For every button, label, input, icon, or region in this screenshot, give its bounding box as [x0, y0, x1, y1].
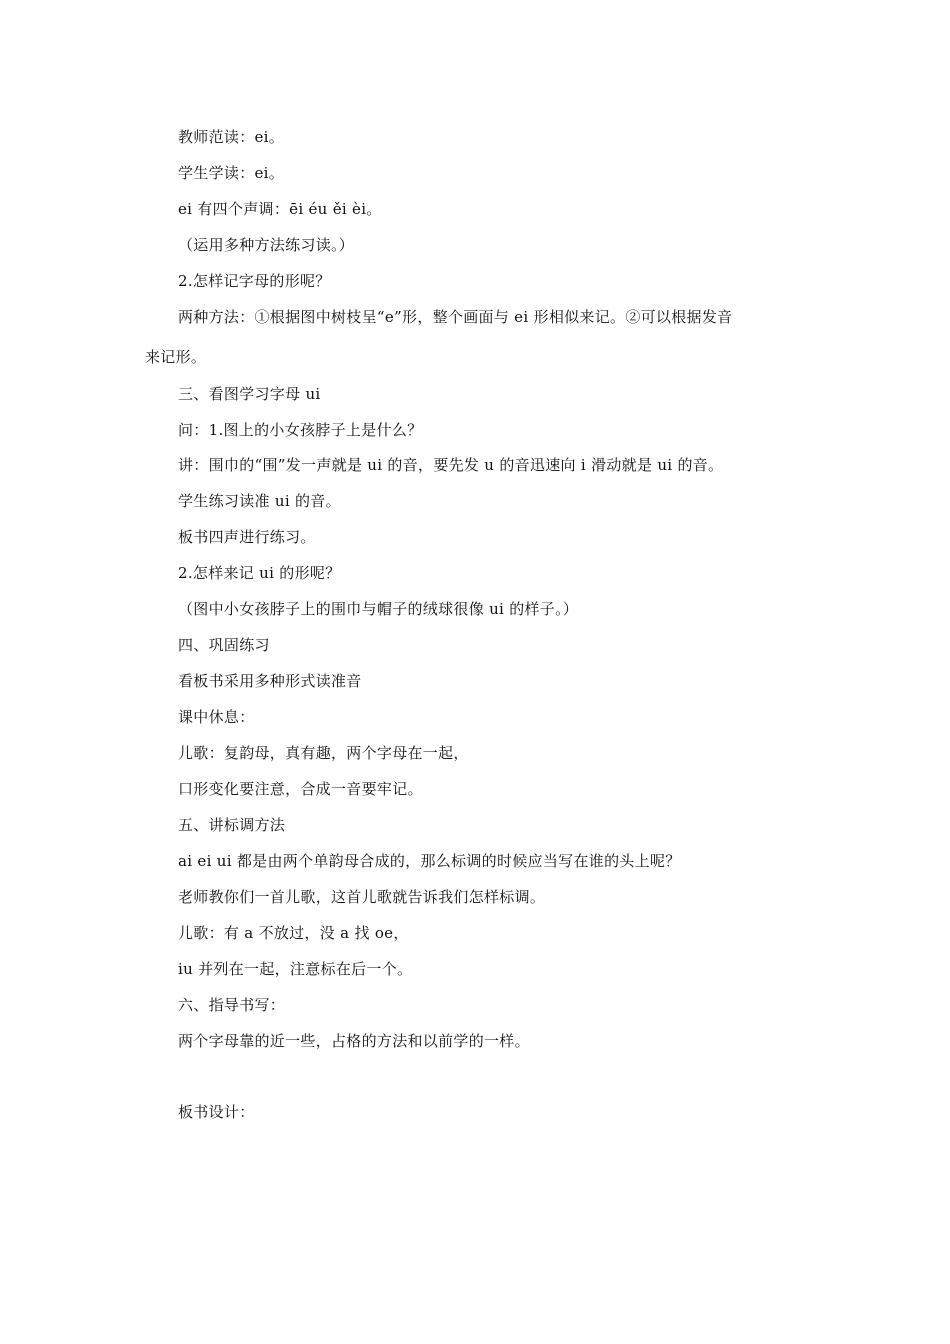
text-line: 课中休息：: [178, 708, 255, 726]
text-line: 看板书采用多种形式读准音: [178, 672, 362, 690]
text-line: 2.怎样记字母的形呢？: [178, 272, 331, 290]
text-line: ei 有四个声调：ēi éu ěi èi。: [178, 200, 382, 218]
section-heading: 四、巩固练习: [178, 636, 270, 654]
text-line: 教师范读：ei。: [178, 128, 285, 146]
text-line: ai ei ui 都是由两个单韵母合成的，那么标调的时候应当写在谁的头上呢？: [178, 852, 681, 870]
section-heading: 三、看图学习字母 ui: [178, 385, 321, 403]
section-heading: 五、讲标调方法: [178, 816, 286, 834]
text-line: 两个字母靠的近一些，占格的方法和以前学的一样。: [178, 1032, 530, 1050]
text-line: 学生学读：ei。: [178, 164, 285, 182]
text-line: 儿歌：复韵母，真有趣，两个字母在一起，: [178, 744, 469, 762]
text-line: 板书四声进行练习。: [178, 528, 316, 546]
text-line: 问：1.图上的小女孩脖子上是什么？: [178, 421, 423, 439]
text-line: 来记形。: [145, 348, 207, 366]
text-line: iu 并列在一起，注意标在后一个。: [178, 960, 413, 978]
text-line: 学生练习读准 ui 的音。: [178, 492, 341, 510]
text-line: （图中小女孩脖子上的围巾与帽子的绒球很像 ui 的样子。）: [178, 600, 579, 618]
text-line: 儿歌：有 a 不放过，没 a 找 oe，: [178, 924, 409, 942]
section-heading: 六、指导书写：: [178, 996, 286, 1014]
text-line: 讲：围巾的“围”发一声就是 ui 的音，要先发 u 的音迅速向 i 滑动就是 ui 的音。: [178, 456, 724, 474]
section-heading: 板书设计：: [178, 1103, 255, 1121]
text-line: （运用多种方法练习读。）: [178, 236, 355, 254]
text-line: 口形变化要注意，合成一音要牢记。: [178, 780, 423, 798]
text-line: 老师教你们一首儿歌，这首儿歌就告诉我们怎样标调。: [178, 888, 546, 906]
text-line: 2.怎样来记 ui 的形呢？: [178, 564, 341, 582]
text-line: 两种方法：①根据图中树枝呈“e”形，整个画面与 ei 形相似来记。②可以根据发音: [178, 308, 733, 326]
